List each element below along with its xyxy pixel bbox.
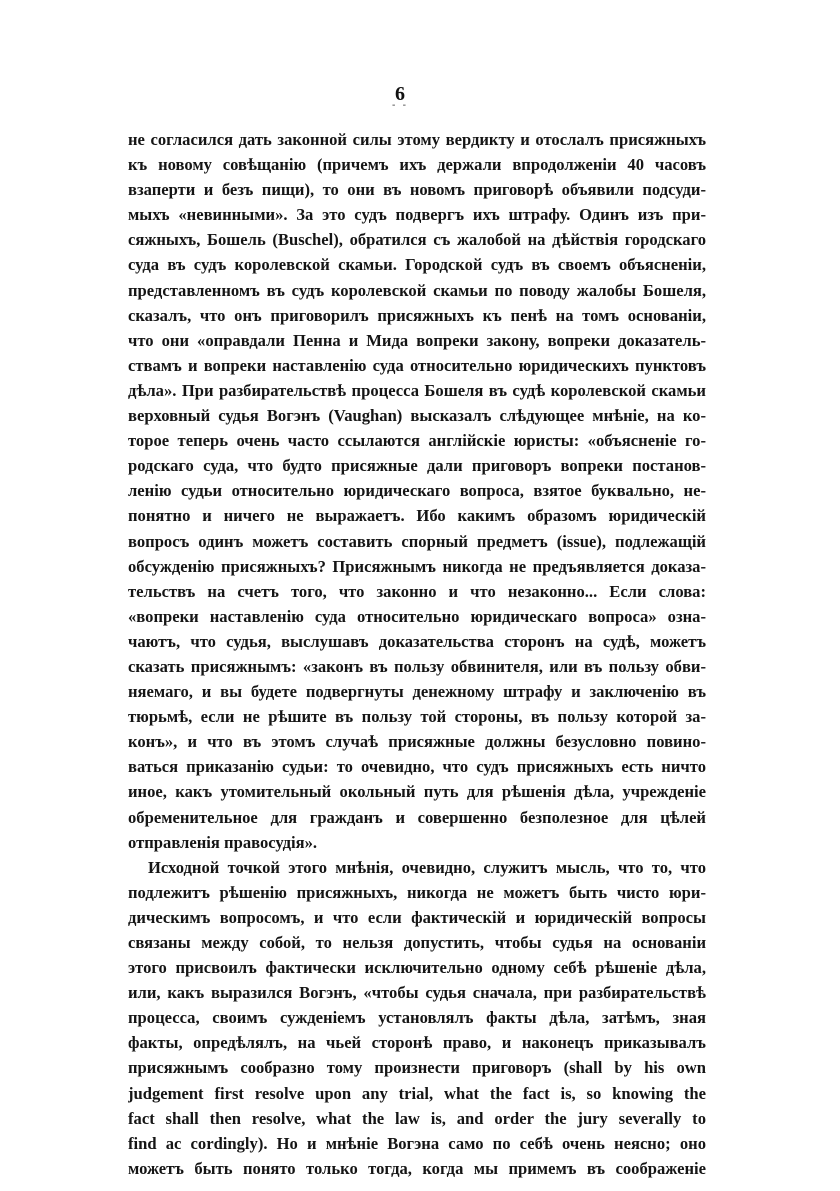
text-line: къ новому совѣщанію (причемъ ихъ держали впродолженіи 40 часовъ xyxy=(128,155,706,175)
text-line: дическимъ вопросомъ, и что если фактическій и юридическій вопросы xyxy=(128,907,706,927)
page-number-mark: - - xyxy=(392,100,408,111)
text-line: обсужденію присяжныхъ? Присяжнымъ никогда не предъявляется доказа- xyxy=(128,556,706,576)
text-line: сказать присяжнымъ: «законъ въ пользу обвинителя, или въ пользу обви- xyxy=(128,656,706,676)
text-line: няемаго, и вы будете подвергнуты денежному штрафу и заключенію въ xyxy=(128,682,706,702)
body-text xyxy=(128,127,706,1181)
paragraph xyxy=(128,127,706,855)
text-line: процесса, своимъ сужденіемъ установлялъ факты дѣла, затѣмъ, зная xyxy=(128,1008,706,1028)
text-line: find ac cordingly). Но и мнѣніе Вогэна само по себѣ очень неясно; оно xyxy=(128,1133,706,1153)
text-line: чаютъ, что судья, выслушавъ доказательства сторонъ на судѣ, можетъ xyxy=(128,631,706,651)
text-line: не согласился дать законной силы этому вердикту и отослалъ присяжныхъ xyxy=(128,130,706,149)
text-line: сказалъ, что онъ приговорилъ присяжныхъ къ пенѣ на томъ основаніи, xyxy=(128,305,706,325)
text-line: «вопреки наставленію суда относительно юридическаго вопроса» озна- xyxy=(128,606,706,626)
text-line: Исходной точкой этого мнѣнія, очевидно, служитъ мысль, что то, что xyxy=(148,857,706,877)
text-line: этого присвоилъ фактически исключительно одному себѣ рѣшеніе дѣла, xyxy=(128,958,706,978)
paragraph xyxy=(128,855,706,1181)
text-line: родскаго суда, что будто присяжные дали приговоръ вопреки постанов- xyxy=(128,456,706,476)
text-line: связаны между собой, то нельзя допустить, чтобы судья на основаніи xyxy=(128,933,706,952)
text-line: мыхъ «невинными». За это судъ подвергъ ихъ штрафу. Одинъ изъ при- xyxy=(128,205,706,225)
text-line: подлежитъ рѣшенію присяжныхъ, никогда не можетъ быть чисто юри- xyxy=(128,882,706,902)
text-line: иное, какъ утомительный окольный путь для рѣшенія дѣла, учрежденіе xyxy=(128,782,706,802)
text-line: вопросъ одинъ можетъ составить спорный предметъ (issue), подлежащій xyxy=(128,531,706,551)
text-line: тельствъ на счетъ того, что законно и что незаконно... Если слова: xyxy=(128,581,706,601)
text-line: ленію судьи относительно юридическаго вопроса, взятое буквально, не- xyxy=(128,481,706,501)
text-line: fact shall then resolve, what the law is, and order the jury severally to xyxy=(128,1108,706,1128)
text-line: представленномъ въ судъ королевской скамьи по поводу жалобы Бошеля, xyxy=(128,280,706,300)
text-line: факты, опредѣлялъ, на чьей сторонѣ право, и наконецъ приказывалъ xyxy=(128,1033,706,1053)
text-line: ствамъ и вопреки наставленію суда относительно юридическихъ пунктовъ xyxy=(128,355,706,375)
text-line: торое теперь очень часто ссылаются англійскіе юристы: «объясненіе го- xyxy=(128,431,706,451)
text-line: judgement first resolve upon any trial, what the fact is, so knowing the xyxy=(128,1083,706,1103)
text-line: ваться приказанію судьи: то очевидно, что судъ присяжныхъ есть ничто xyxy=(128,757,706,777)
text-line: или, какъ выразился Вогэнъ, «чтобы судья сначала, при разбирательствѣ xyxy=(128,983,706,1003)
text-line: дѣла». При разбирательствѣ процесса Бошеля въ судѣ королевской скамьи xyxy=(128,380,706,400)
text-line: тюрьмѣ, если не рѣшите въ пользу той стороны, въ пользу которой за- xyxy=(128,707,706,727)
text-line: взаперти и безъ пищи), то они въ новомъ приговорѣ объявили подсуди- xyxy=(128,180,706,200)
text-line: что они «оправдали Пенна и Мида вопреки закону, вопреки доказатель- xyxy=(128,330,706,350)
text-line: конъ», и что въ этомъ случаѣ присяжные должны безусловно повино- xyxy=(128,732,706,752)
text-line: обременительное для гражданъ и совершенно безполезное для цѣлей xyxy=(128,807,706,827)
text-line: понятно и ничего не выражаетъ. Ибо какимъ образомъ юридическій xyxy=(128,506,706,526)
text-line: присяжнымъ сообразно тому произнести приговоръ (shall by his own xyxy=(128,1058,706,1078)
text-line: суда въ судъ королевской скамьи. Городской судъ въ своемъ объясненіи, xyxy=(128,255,706,275)
page-number: 6 xyxy=(395,83,405,105)
text-line: можетъ быть понято только тогда, когда мы примемъ въ соображеніе xyxy=(128,1158,706,1178)
text-line: верховный судья Вогэнъ (Vaughan) высказалъ слѣдующее мнѣніе, на ко- xyxy=(128,406,706,426)
text-line: отправленія правосудія». xyxy=(128,832,318,852)
text-line: сяжныхъ, Бошель (Buschel), обратился съ жалобой на дѣйствія городскаго xyxy=(128,230,706,250)
